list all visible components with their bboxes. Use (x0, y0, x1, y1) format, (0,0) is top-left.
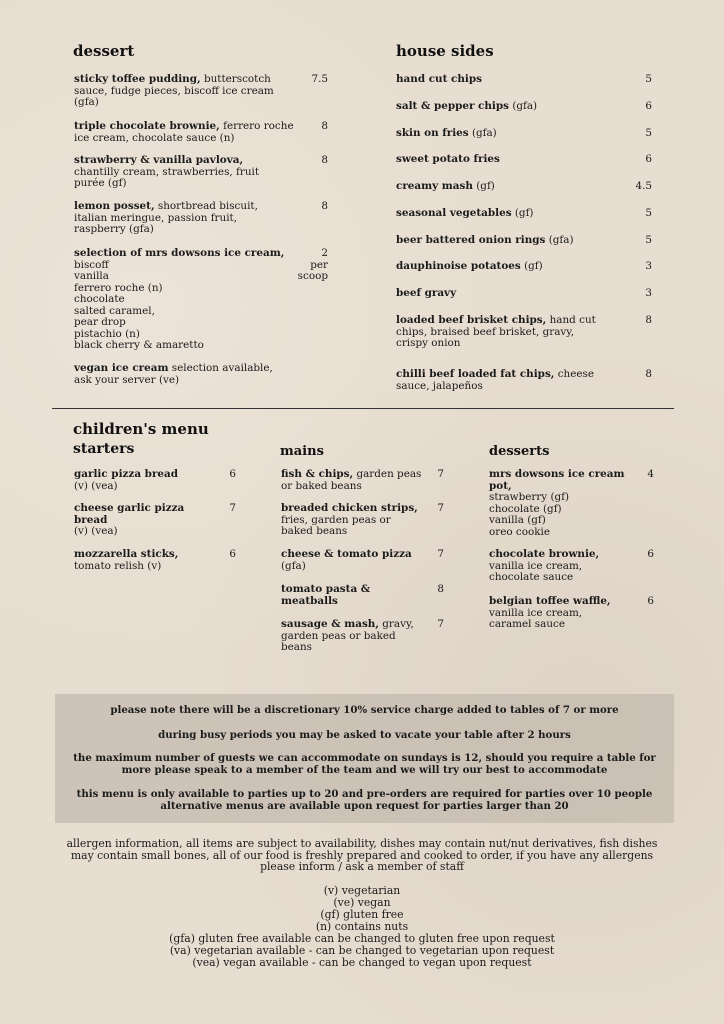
desserts-heading: desserts (489, 444, 550, 459)
dietary-legend: (v) vegetarian (ve) vegan (gf) gluten free (n) contains nuts (gfa) gluten free available can be changed to gluten free upon request (va) vegetarian available - can be changed to vegetarian upon request (vea) vegan available - can be changed to vegan upon request (169, 884, 555, 969)
menu-item: tomato pasta & meatballs (281, 583, 371, 607)
item-price: 7 (229, 502, 236, 514)
item-price: 6 (647, 548, 654, 560)
side-item: dauphinoise potatoes (gf) 3 (396, 260, 652, 272)
menu-item: breaded chicken strips, fries, garden peas or baked beans (281, 502, 418, 537)
side-item: beef gravy 3 (396, 287, 652, 299)
dessert-heading: dessert (73, 42, 135, 60)
notice-max-guests: the maximum number of guests we can accommodate on sundays is 12, should you require a table for (73, 752, 656, 764)
item-price: 7 (437, 618, 444, 630)
starters-heading: starters (73, 441, 135, 457)
item-price: 8 (321, 200, 328, 212)
section-divider (52, 408, 674, 409)
mains-heading: mains (280, 444, 324, 459)
side-item: seasonal vegetables (gf) 5 (396, 207, 652, 219)
menu-item: mrs dowsons ice cream pot, strawberry (gf) chocolate (gf) vanilla (gf) oreo cookie (489, 468, 625, 538)
item-price: 4 (647, 468, 654, 480)
notice-busy-periods: during busy periods you may be asked to vacate your table after 2 hours (158, 729, 571, 741)
item-price: 2 per scoop (297, 247, 328, 282)
item-price: 7 (437, 548, 444, 560)
menu-item: triple chocolate brownie, ferrero roche ice cream, chocolate sauce (n) (74, 120, 294, 144)
side-item: creamy mash (gf) 4.5 (396, 180, 652, 192)
item-price: 7 (437, 502, 444, 514)
side-item: skin on fries (gfa) 5 (396, 127, 652, 139)
notice-max-guests-cont: more please speak to a member of the team and we will try our best to accommodate (121, 764, 608, 776)
menu-item: sausage & mash, gravy, garden peas or baked beans (281, 618, 414, 653)
menu-item: strawberry & vanilla pavlova, chantilly cream, strawberries, fruit purée (gf) (74, 154, 260, 189)
item-price: 6 (229, 548, 236, 560)
item-price: 6 (229, 468, 236, 480)
menu-item: garlic pizza bread (v) (vea) (74, 468, 179, 492)
notice-parties-cont: alternative menus are available upon request for parties larger than 20 (160, 800, 569, 812)
allergen-info: allergen information, all items are subject to availability, dishes may contain nut/nut derivatives, fish dishes may contain small bones, all of our food is freshly prepared and cooked to order, if you have any allergens please inform / ask a member of staff (66, 837, 658, 873)
side-item: hand cut chips 5 (396, 73, 652, 85)
menu-item: selection of mrs dowsons ice cream, biscoff vanilla ferrero roche (n) chocolate salted caramel, pear drop pistachio (n) black cherry & amaretto (74, 247, 285, 351)
item-price: 8 (321, 154, 328, 166)
menu-item: cheese & tomato pizza (gfa) (281, 548, 412, 572)
menu-item: belgian toffee waffle, vanilla ice cream, caramel sauce (489, 595, 611, 630)
side-item: salt & pepper chips (gfa) 6 (396, 100, 652, 112)
menu-item: chocolate brownie, vanilla ice cream, chocolate sauce (489, 548, 600, 583)
menu-item: fish & chips, garden peas or baked beans (281, 468, 422, 492)
menu-item: cheese garlic pizza bread (v) (vea) (74, 502, 185, 537)
item-price: 6 (647, 595, 654, 607)
side-item: sweet potato fries 6 (396, 153, 652, 165)
item-price: 8 (437, 583, 444, 595)
item-price: 7 (437, 468, 444, 480)
menu-item: lemon posset, shortbread biscuit, italian meringue, passion fruit, raspberry (gfa) (74, 200, 258, 235)
menu-item: sticky toffee pudding, butterscotch sauce, fudge pieces, biscoff ice cream (gfa) (74, 73, 274, 108)
notice-parties: this menu is only available to parties up to 20 and pre-orders are required for parties over 10 people (76, 788, 653, 800)
side-item: chilli beef loaded fat chips, cheese sauce, jalapeños 8 (396, 368, 652, 392)
house-sides-heading: house sides (396, 42, 494, 60)
notice-service-charge: please note there will be a discretionary 10% service charge added to tables of 7 or more (110, 704, 619, 716)
menu-item: vegan ice cream selection available, ask your server (ve) (74, 362, 273, 386)
menu-item: mozzarella sticks, tomato relish (v) (74, 548, 179, 572)
side-item: loaded beef brisket chips, hand cut chips, braised beef brisket, gravy, crispy onion 8 (396, 314, 652, 349)
side-item: beer battered onion rings (gfa) 5 (396, 234, 652, 246)
item-price: 8 (321, 120, 328, 132)
item-price: 7.5 (311, 73, 328, 85)
notice-box (55, 694, 674, 823)
childrens-menu-heading: children's menu (73, 420, 209, 438)
